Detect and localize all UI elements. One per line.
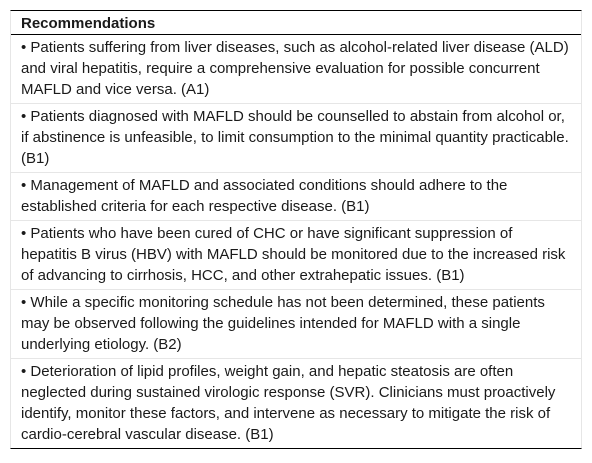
recommendation-row: • Patients diagnosed with MAFLD should be counselled to abstain from alcohol or, if abstinence is unfeasible, to limit consumption to the minimal quantity practicable. (B1) [11, 104, 581, 173]
recommendations-table [10, 10, 582, 449]
recommendation-row: • Deterioration of lipid profiles, weight gain, and hepatic steatosis are often neglected during sustained virologic response (SVR). Clinicians must proactively identify, monitor these factors, and intervene as necessary to mitigate the risk of cardio-cerebral vascular disease. (B1) [21, 363, 556, 443]
recommendation-row: • Management of MAFLD and associated conditions should adhere to the established criteria for each respective disease. (B1) [11, 173, 581, 221]
recommendation-row: • Patients suffering from liver diseases, such as alcohol-related liver disease (ALD) and viral hepatitis, require a comprehensive evaluation for possible concurrent MAFLD and vice versa. (A1) [11, 35, 581, 104]
table-header: Recommendations [11, 11, 581, 35]
recommendation-row: • While a specific monitoring schedule has not been determined, these patients may be observed following the guidelines intended for MAFLD with a single underlying etiology. (B2) [11, 290, 581, 359]
recommendation-row: • Patients who have been cured of CHC or have significant suppression of hepatitis B virus (HBV) with MAFLD should be monitored due to the increased risk of advancing to cirrhosis, HCC, and other extrahepatic issues. (B1) [11, 221, 581, 290]
